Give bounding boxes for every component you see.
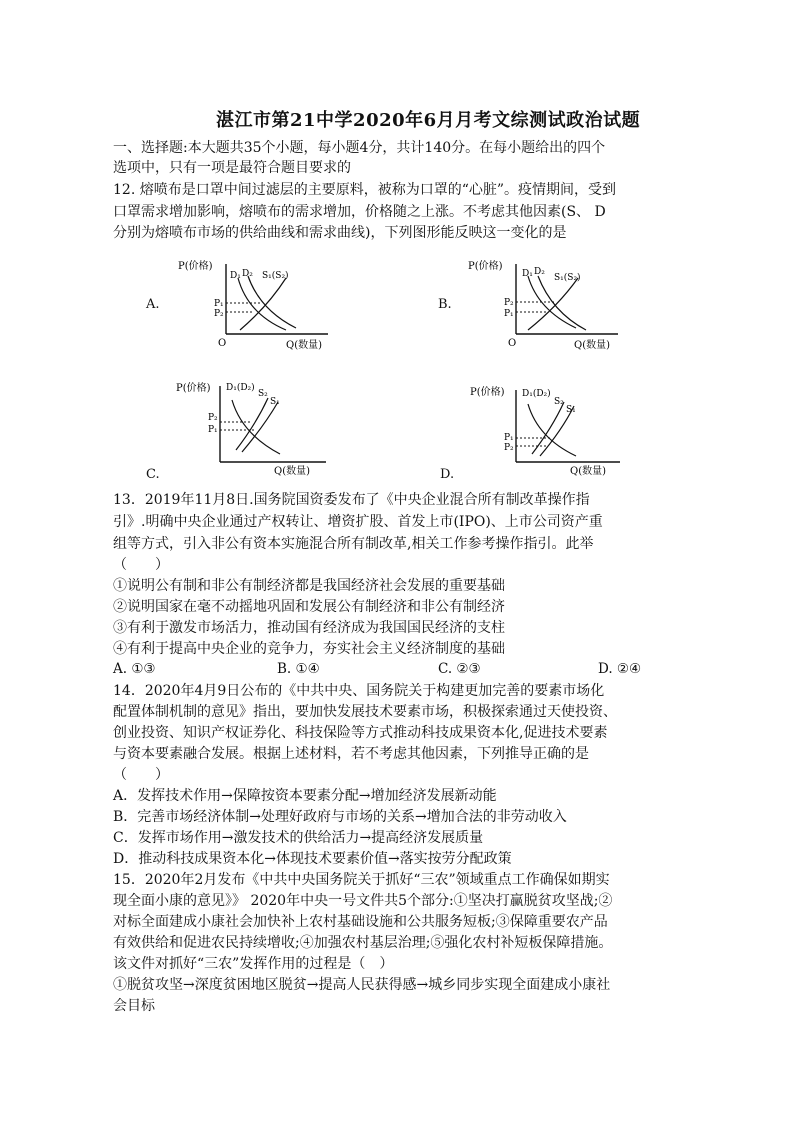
q14-option-a[interactable]: A．发挥技术作用→保障按资本要素分配→增加经济发展新动能 [113, 788, 497, 804]
graph-a-d2-label: D₂ [242, 269, 253, 279]
graph-b-p2-label: P₂ [504, 298, 514, 308]
q15-line-1: 15．2020年2月发布《中共中央国务院关于抓好“三农”领域重点工作确保如期实 [113, 872, 610, 888]
graph-b-p1-label: P₁ [504, 309, 514, 319]
q14-line-5: （ ） [113, 767, 169, 783]
q15-line-5: 该文件对抓好“三农”发挥作用的过程是（ ） [113, 956, 394, 972]
q13-line-7: ③有利于激发市场活力，推动国有经济成为我国国民经济的支柱 [113, 620, 505, 636]
q15-line-3: 对标全面建成小康社会加快补上农村基础设施和公共服务短板;③保障重要农产品 [113, 914, 608, 930]
graph-c-x-label: Q(数量) [274, 466, 311, 476]
graph-a [178, 256, 338, 350]
graph-b-origin: O [508, 338, 517, 349]
graph-a-d1-curve [238, 278, 286, 330]
graph-c-p2-label: P₂ [208, 413, 218, 423]
graph-c-s1-curve [242, 402, 278, 452]
q14-line-3: 创业投资、知识产权证券化、科技保险等方式推动科技成果资本化,促进技术要素 [113, 725, 608, 741]
q13-line-6: ②说明国家在毫不动摇地巩固和发展公有制经济和非公有制经济 [113, 599, 505, 615]
graph-d-p1-label: P₁ [504, 433, 514, 443]
graph-c-d-label: D₁(D₂) [226, 383, 255, 393]
q14-option-d[interactable]: D．推动科技成果资本化→体现技术要素价值→落实按劳分配政策 [113, 851, 512, 867]
graph-c-y-label: P(价格) [176, 383, 211, 394]
graph-a-y-label: P(价格) [178, 261, 213, 272]
q15-line-2: 现全面小康的意见》》 2020年中央一号文件共5个部分:①坚决打赢脱贫攻坚战;② [113, 893, 613, 909]
graph-d-s1-label: S₁ [566, 405, 576, 415]
q13-line-3: 组等方式，引入非公有资本实施混合所有制改革,相关工作参考操作指引。此举 [113, 536, 594, 552]
graph-a-s-curve [240, 278, 286, 330]
graph-b-s-curve [528, 278, 578, 330]
graph-d-x-label: Q(数量) [570, 466, 607, 476]
q14-option-c[interactable]: C．发挥市场作用→激发技术的供给活力→提高经济发展质量 [113, 830, 484, 846]
graph-a-p2-label: P₂ [214, 309, 224, 319]
graph-a-origin: O [218, 338, 227, 349]
graph-c-p1-label: P₁ [208, 425, 218, 435]
q14-line-1: 14．2020年4月9日公布的《中共中央、国务院关于构建更加完善的要素市场化 [113, 683, 605, 699]
q13-line-8: ④有利于提高中央企业的竞争力，夯实社会主义经济制度的基础 [113, 641, 505, 657]
graph-a-d2-curve [248, 276, 296, 328]
graph-a-p1-label: P₁ [214, 299, 224, 309]
graph-b-d2-curve [538, 276, 586, 330]
section-intro-line-1: 一、选择题:本大题共35个小题，每小题4分，共计140分。在每小题给出的四个 [113, 140, 606, 156]
q15-line-7: 会目标 [113, 998, 155, 1014]
graph-a-x-label: Q(数量) [286, 340, 323, 350]
q13-line-5: ①说明公有制和非公有制经济都是我国经济社会发展的重要基础 [113, 578, 505, 594]
graph-b-x-label: Q(数量) [574, 340, 611, 350]
graph-c-label: C. [146, 467, 160, 482]
graph-b [468, 256, 628, 350]
q13-option-a[interactable]: A. ①③ [113, 661, 156, 677]
graph-c-s1-label: S₁ [270, 397, 280, 407]
q14-option-b[interactable]: B．完善市场经济体制→处理好政府与市场的关系→增加合法的非劳动收入 [113, 809, 567, 825]
graph-a-label: A. [146, 297, 160, 312]
q12-line-2: 口罩需求增加影响，熔喷布的需求增加，价格随之上涨。不考虑其他因素(S、 D [113, 204, 606, 220]
q13-option-b[interactable]: B. ①④ [277, 661, 320, 677]
graph-d-s2-label: S₂ [554, 397, 564, 407]
graph-b-s-label: S₁(S₂) [554, 273, 581, 283]
graph-b-d2-label: D₂ [534, 267, 545, 277]
q13-option-c[interactable]: C. ②③ [438, 661, 481, 677]
q15-line-6: ①脱贫攻坚→深度贫困地区脱贫→提高人民获得感→城乡同步实现全面建成小康社 [113, 977, 611, 993]
graph-c [176, 378, 336, 476]
page-title: 湛江市第21中学2020年6月月考文综测试政治试题 [216, 110, 641, 131]
graph-d-d-label: D₁(D₂) [522, 389, 551, 399]
q15-line-4: 有效供给和促进农民持续增收;④加强农村基层治理;⑤强化农村补短板保障措施。 [113, 935, 613, 951]
graph-a-d1-label: D₁ [230, 271, 241, 281]
graph-c-s2-label: S₂ [258, 389, 268, 399]
graph-d-p2-label: P₂ [504, 443, 514, 453]
q13-line-1: 13．2019年11月8日.国务院国资委发布了《中央企业混合所有制改革操作指 [113, 492, 590, 508]
graph-d-label: D. [440, 467, 455, 482]
q13-line-2: 引》.明确中央企业通过产权转让、增资扩股、首发上市(IPO)、上市公司资产重 [113, 514, 603, 530]
q12-line-3: 分别为熔喷布市场的供给曲线和需求曲线)，下列图形能反映这一变化的是 [113, 225, 567, 241]
graph-b-d1-label: D₁ [522, 269, 533, 279]
graph-d-y-label: P(价格) [470, 387, 505, 398]
graph-d [470, 382, 630, 476]
graph-b-y-label: P(价格) [468, 261, 503, 272]
q13-option-d[interactable]: D. ②④ [598, 661, 642, 677]
graph-b-label: B. [438, 297, 452, 312]
graph-a-s-label: S₁(S₂) [262, 271, 289, 281]
q13-line-4: （ ） [113, 557, 169, 573]
section-intro-line-2: 选项中，只有一项是最符合题目要求的 [113, 160, 351, 176]
q12-line-1: 12. 熔喷布是口罩中间过滤层的主要原料，被称为口罩的“心脏”。疫情期间，受到 [113, 182, 617, 198]
q14-line-2: 配置体制机制的意见》指出，要加快发展技术要素市场，积极探索通过天使投资、 [113, 704, 617, 720]
q14-line-4: 与资本要素融合发展。根据上述材料，若不考虑其他因素，下列推导正确的是 [113, 746, 589, 762]
